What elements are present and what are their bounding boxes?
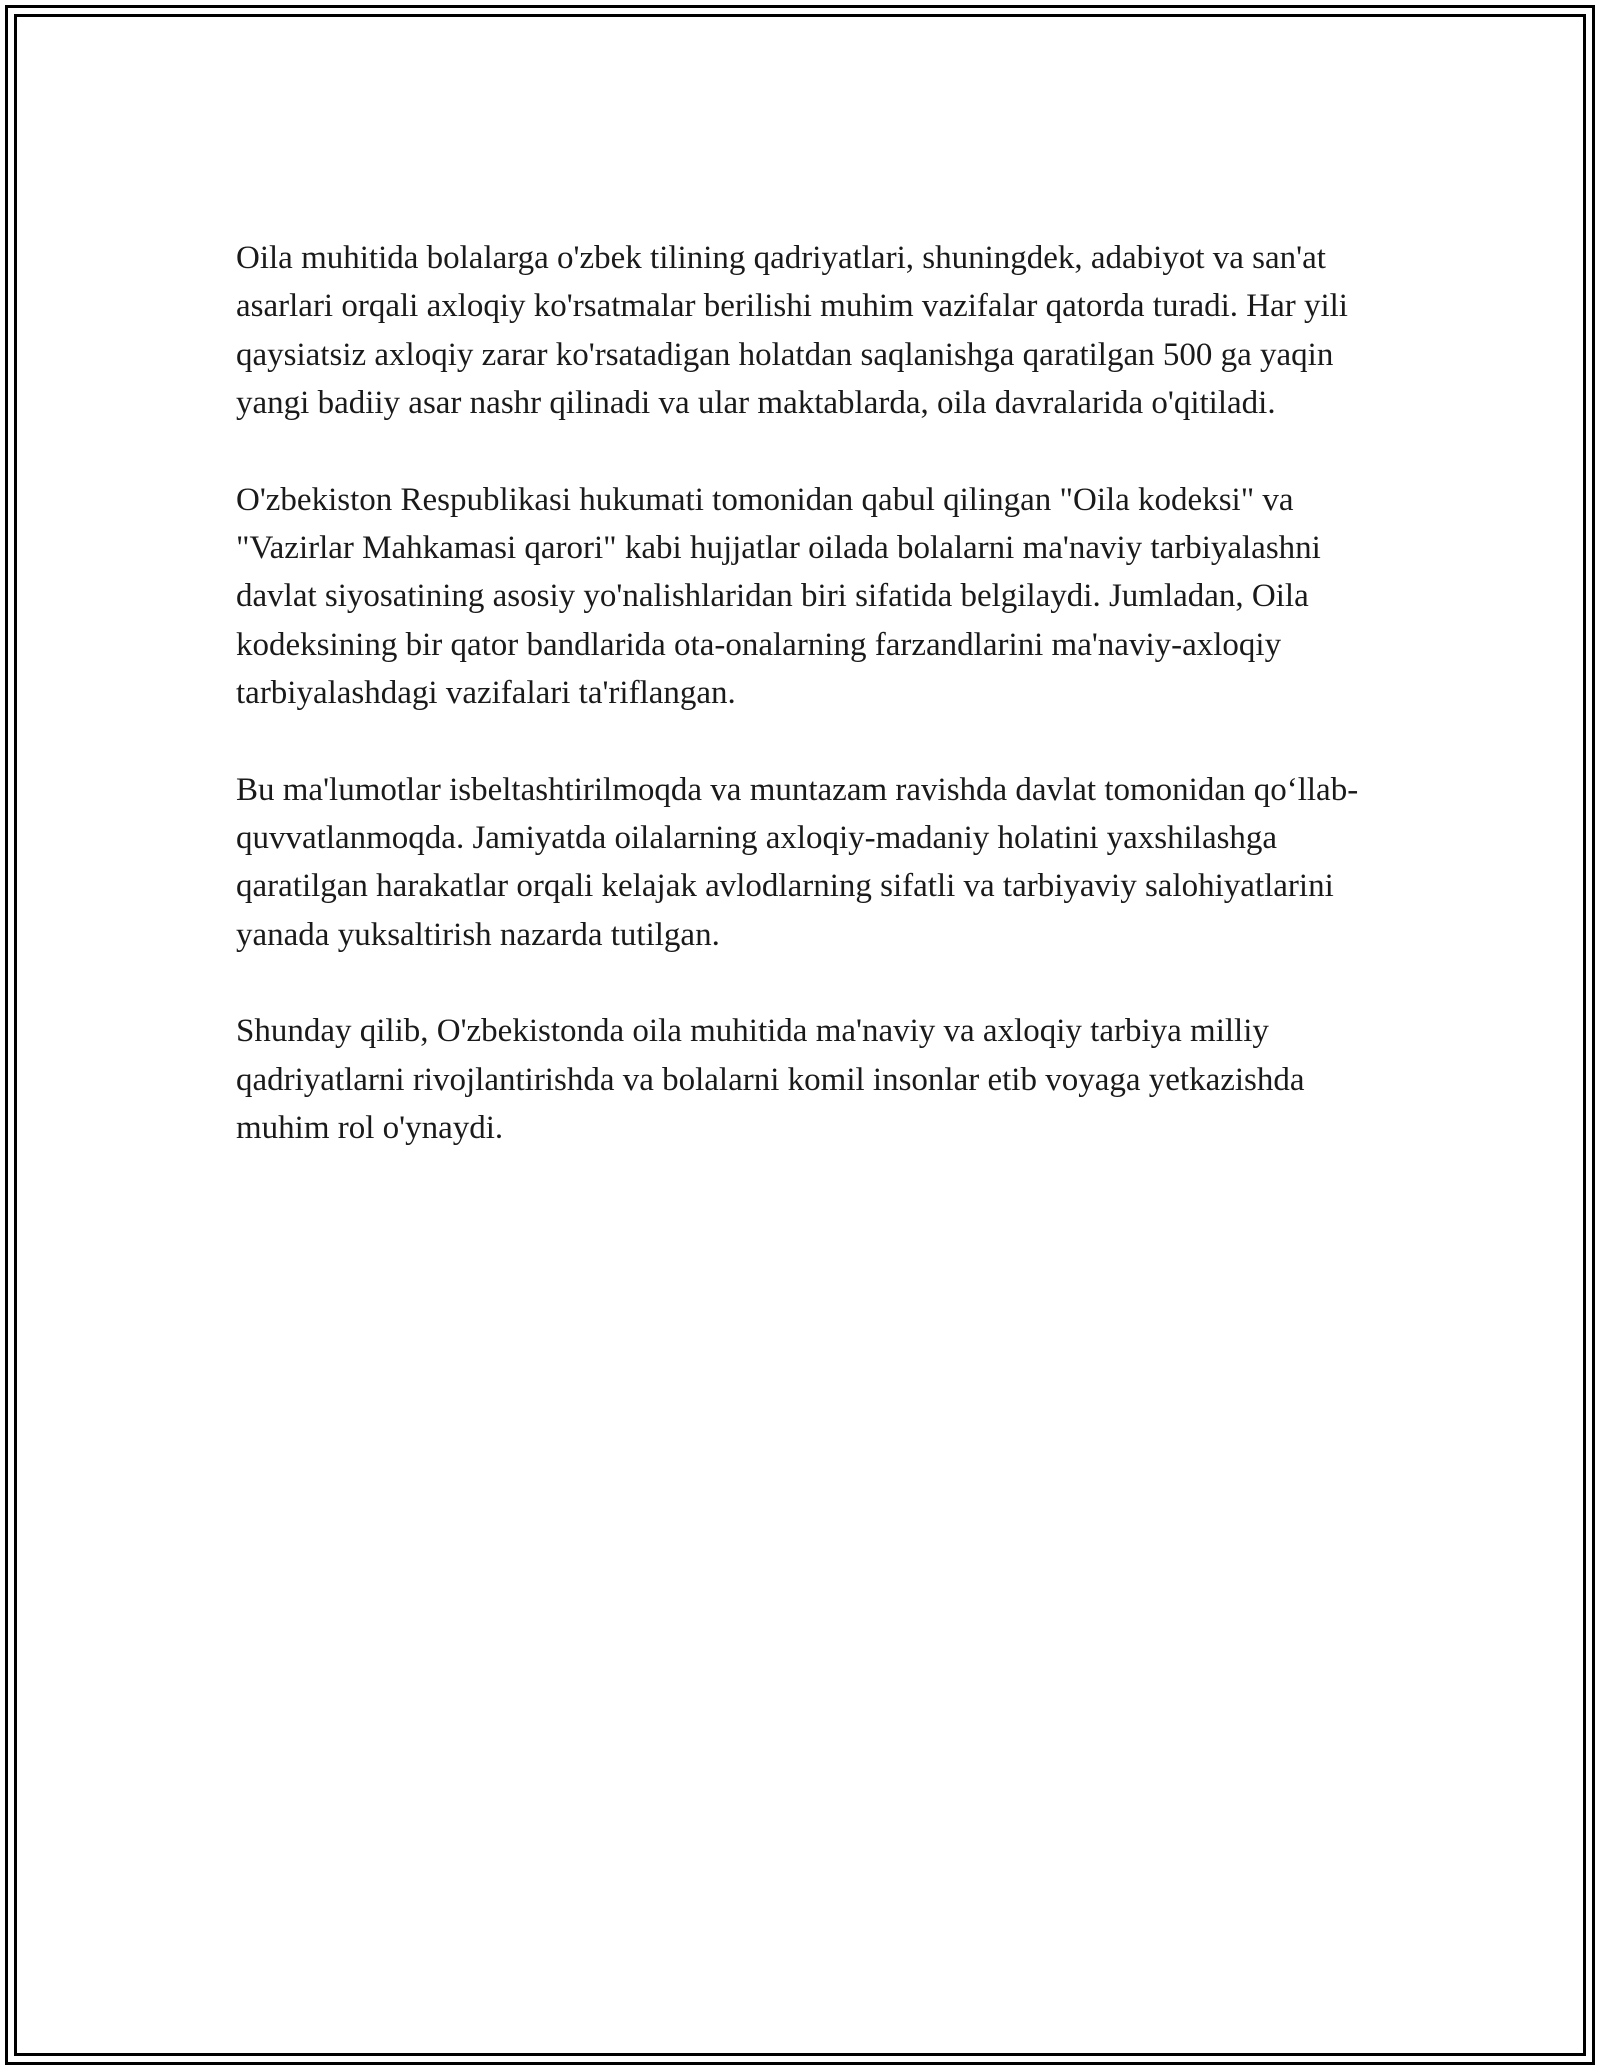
- paragraph-2: O'zbekiston Respublikasi hukumati tomonidan qabul qilingan "Oila kodeksi" va "Vazirlar Mahkamasi qarori" kabi hujjatlar oilada bolalarni ma'naviy tarbiyalashni davlat siyosatining asosiy yo'nalishlaridan biri sifatida belgilaydi. Jumladan, Oila kodeksining bir qator bandlarida ota-onalarning farzandlarini ma'naviy-axloqiy tarbiyalashdagi vazifalari ta'riflangan.: [236, 481, 1321, 712]
- paragraph-4: Shunday qilib, O'zbekistonda oila muhitida ma'naviy va axloqiy tarbiya milliy qadriyatlarni rivojlantirishda va bolalarni komil insonlar etib voyaga yetkazishda muhim rol o'ynaydi.: [236, 1013, 1305, 1147]
- paragraph-3: Bu ma'lumotlar isbeltashtirilmoqda va muntazam ravishda davlat tomonidan qo‘llab-quvvatlanmoqda. Jamiyatda oilalarning axloqiy-madaniy holatini yaxshilashga qaratilgan harakatlar orqali kelajak avlodlarning sifatli va tarbiyaviy salohiyatlarini yanada yuksaltirish nazarda tutilgan.: [236, 771, 1359, 953]
- document-body: [236, 234, 1376, 1201]
- paragraph-1: Oila muhitida bolalarga o'zbek tilining qadriyatlari, shuningdek, adabiyot va san'at asarlari orqali axloqiy ko'rsatmalar berilishi muhim vazifalar qatorda turadi. Har yili qaysiatsiz axloqiy zarar ko'rsatadigan holatdan saqlanishga qaratilgan 500 ga yaqin yangi badiiy asar nashr qilinadi va ular maktablarda, oila davralarida o'qitiladi.: [236, 240, 1348, 422]
